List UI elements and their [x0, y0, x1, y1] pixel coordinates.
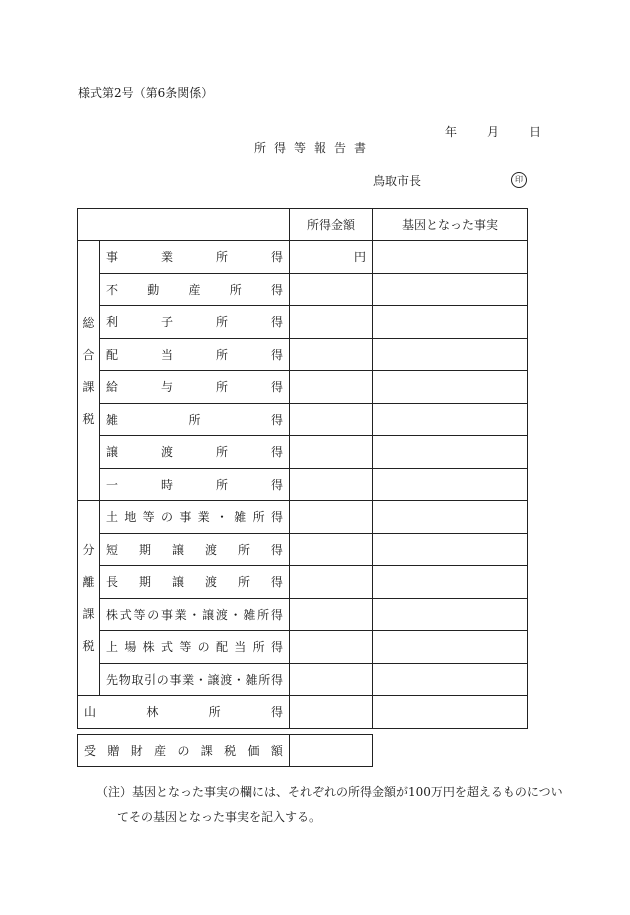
header-blank-cell [78, 209, 290, 241]
table-row [78, 403, 528, 436]
income-amount-cell[interactable] [290, 468, 373, 501]
table-row [78, 241, 528, 274]
basis-fact-cell[interactable] [373, 241, 528, 274]
note-line-2: てその基因となった事実を記入する。 [117, 810, 322, 824]
income-item-label: 配 当 所 得 [100, 338, 290, 371]
seal-mark: 印 [511, 172, 527, 188]
income-amount-cell[interactable] [290, 533, 373, 566]
gift-label-cell [78, 735, 290, 767]
basis-fact-cell[interactable] [373, 566, 528, 599]
table-row [78, 436, 528, 469]
income-item-label: 譲 渡 所 得 [100, 436, 290, 469]
form-number: 様式第2号（第6条関係） [78, 86, 214, 100]
basis-fact-cell[interactable] [373, 663, 528, 696]
basis-fact-cell[interactable] [373, 371, 528, 404]
basis-fact-cell[interactable] [373, 273, 528, 306]
income-amount-cell[interactable] [290, 273, 373, 306]
category-comprehensive-tax: 総 合 課 税 [78, 241, 100, 501]
note-line-1: （注）基因となった事実の欄には、それぞれの所得金額が100万円を超えるものについ [96, 785, 563, 799]
income-item-label: 長 期 譲 渡 所 得 [100, 566, 290, 599]
header-basis-facts: 基因となった事実 [373, 209, 528, 241]
income-item-label: 株 式 等 の 事 業 ・ 譲 渡 ・ 雑 所 得 [100, 598, 290, 631]
category-separate-tax: 分 離 課 税 [78, 501, 100, 696]
table-row [78, 273, 528, 306]
forest-income-label: 山 林 所 得 [78, 696, 290, 729]
basis-fact-cell[interactable] [373, 598, 528, 631]
income-item-label: 事 業 所 得 [100, 241, 290, 274]
basis-fact-cell[interactable] [373, 696, 528, 729]
table-row [78, 338, 528, 371]
gift-value-cell[interactable] [290, 735, 373, 767]
basis-fact-cell[interactable] [373, 501, 528, 534]
date-line [445, 123, 541, 140]
income-item-label: 雑 所 得 [100, 403, 290, 436]
gift-table [77, 734, 373, 767]
basis-fact-cell[interactable] [373, 533, 528, 566]
income-item-label: 上 場 株 式 等 の 配 当 所 得 [100, 631, 290, 664]
income-amount-cell[interactable] [290, 403, 373, 436]
gift-label: 受 贈 財 産 の 課 税 価 額 [84, 744, 283, 758]
income-amount-cell[interactable] [290, 598, 373, 631]
basis-fact-cell[interactable] [373, 306, 528, 339]
date-month: 月 [487, 125, 500, 139]
income-item-label: 土 地 等 の 事 業 ・ 雑 所 得 [100, 501, 290, 534]
income-amount-cell[interactable] [290, 306, 373, 339]
gift-row [78, 735, 373, 767]
document-title: 所得等報告書 [254, 141, 375, 155]
income-item-label: 一 時 所 得 [100, 468, 290, 501]
income-amount-cell[interactable] [290, 436, 373, 469]
income-item-label: 利 子 所 得 [100, 306, 290, 339]
table-row [78, 501, 528, 534]
table-row [78, 306, 528, 339]
table-row [78, 371, 528, 404]
income-item-label: 給 与 所 得 [100, 371, 290, 404]
table-row-forest [78, 696, 528, 729]
basis-fact-cell[interactable] [373, 631, 528, 664]
income-amount-cell[interactable] [290, 696, 373, 729]
basis-fact-cell[interactable] [373, 338, 528, 371]
basis-fact-cell[interactable] [373, 403, 528, 436]
income-amount-cell[interactable] [290, 566, 373, 599]
addressee-mayor: 鳥取市長 [373, 174, 422, 188]
date-year: 年 [445, 125, 458, 139]
table-header-row [78, 209, 528, 241]
table-row [78, 598, 528, 631]
income-amount-cell[interactable] [290, 338, 373, 371]
basis-fact-cell[interactable] [373, 468, 528, 501]
income-item-label: 先 物 取 引 の 事 業 ・ 譲 渡 ・ 雑 所 得 [100, 663, 290, 696]
basis-fact-cell[interactable] [373, 436, 528, 469]
income-item-label: 短 期 譲 渡 所 得 [100, 533, 290, 566]
table-row [78, 663, 528, 696]
table-row [78, 468, 528, 501]
date-day: 日 [529, 125, 542, 139]
income-report-table [77, 208, 528, 729]
table-row [78, 566, 528, 599]
income-amount-cell[interactable] [290, 501, 373, 534]
income-amount-cell[interactable]: 円 [290, 241, 373, 274]
table-row [78, 631, 528, 664]
income-amount-cell[interactable] [290, 663, 373, 696]
income-amount-cell[interactable] [290, 631, 373, 664]
header-income-amount: 所得金額 [290, 209, 373, 241]
table-row [78, 533, 528, 566]
income-item-label: 不 動 産 所 得 [100, 273, 290, 306]
income-amount-cell[interactable] [290, 371, 373, 404]
